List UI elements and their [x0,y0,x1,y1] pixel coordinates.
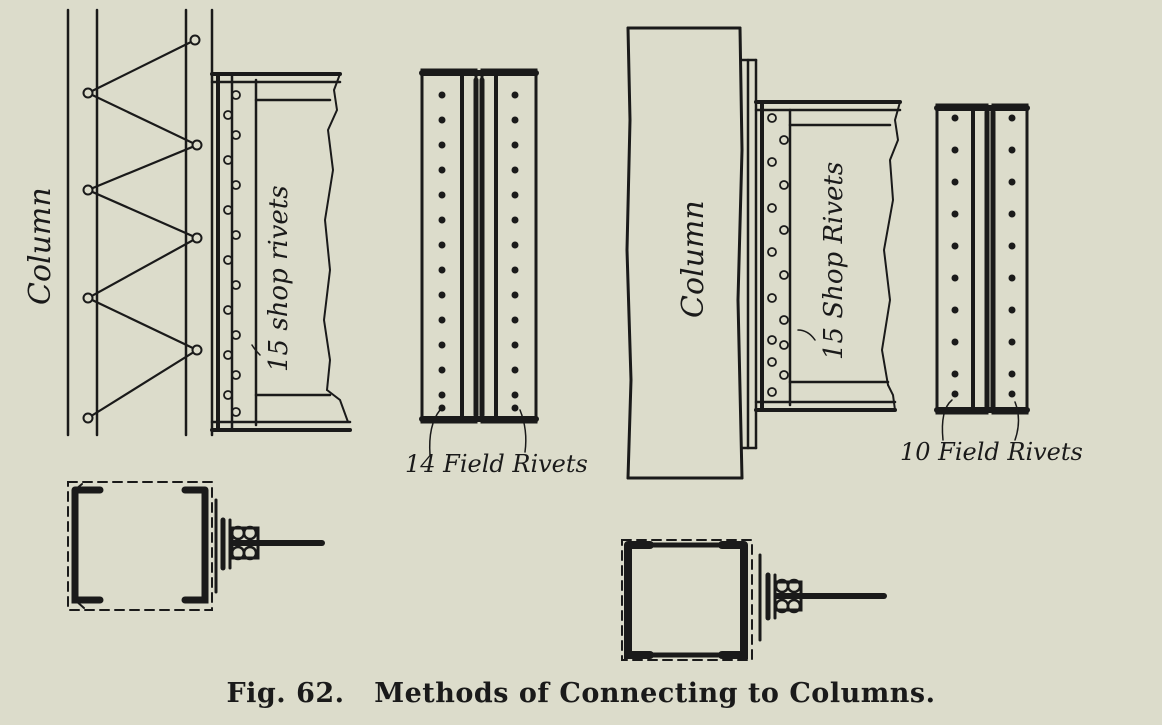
right-field-rivets-label: 10 Field Rivets [900,438,1083,466]
left-field-rivets-label: 14 Field Rivets [405,450,588,478]
left-column-label: Column [23,187,58,305]
figure-caption: Fig. 62. Methods of Connecting to Columns. [226,678,936,709]
right-shop-rivets-label: 15 Shop Rivets [819,161,849,360]
right-field-rivets [952,115,1016,398]
left-shop-rivets-label: 15 shop rivets [264,185,294,372]
right-section [622,540,884,660]
right-column-label: Column [676,200,711,318]
left-section [68,482,322,610]
right-shop-rivets [768,114,788,396]
left-latticed-column [68,10,212,435]
